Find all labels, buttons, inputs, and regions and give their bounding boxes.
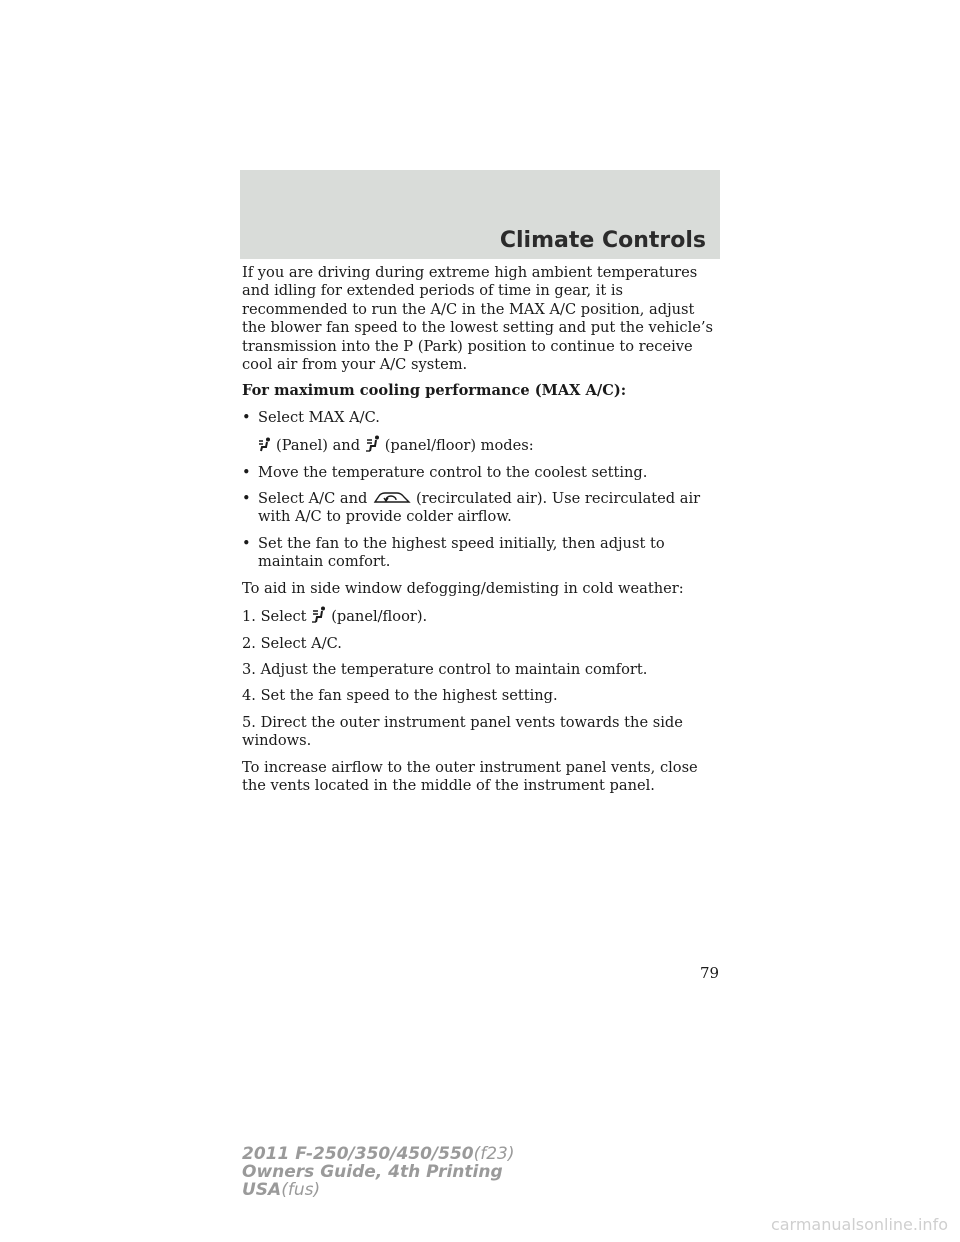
panel-mode-icon	[258, 437, 272, 453]
footer-line-3	[242, 1181, 515, 1199]
recirculated-air-icon	[372, 490, 412, 506]
page-content	[242, 264, 722, 803]
panel-floor-mode-icon	[365, 435, 381, 453]
watermark: carmanualsonline.info	[770, 1215, 948, 1234]
footer-line-1	[242, 1145, 515, 1163]
footer-market: USA	[242, 1180, 282, 1200]
document-footer	[242, 1145, 515, 1199]
step-2: 2. Select A/C.	[242, 634, 342, 652]
modes-floor-text: (panel/floor) modes:	[384, 437, 534, 455]
section-header-bar	[240, 170, 720, 259]
bullet-fan-speed	[242, 535, 722, 572]
panel-floor-mode-icon	[311, 606, 327, 624]
footer-code: (f23)	[473, 1144, 515, 1164]
max-cooling-heading: For maximum cooling performance (MAX A/C):	[242, 382, 627, 400]
step-1	[242, 606, 722, 626]
step-1-post: (panel/floor).	[331, 608, 428, 626]
modes-line	[242, 435, 722, 455]
section-title: Climate Controls	[499, 228, 706, 253]
bullet-dot: •	[242, 463, 251, 481]
bullet-dot: •	[242, 534, 251, 552]
step-1-pre: 1. Select	[242, 608, 307, 626]
intro-paragraph: If you are driving during extreme high ambient temperatures and idling for extended periods of time in gear, it is recommended to run the A/C in the MAX A/C position, adjust the blower fan speed to the lowest setting and put the vehicle’s transmission into the P (Park) position to continue to receive cool air from your A/C system.	[242, 264, 714, 374]
bullet-select-max-ac	[242, 409, 722, 427]
bullet-text: Move the temperature control to the coolest setting.	[258, 463, 648, 481]
bullet-text: Select MAX A/C.	[258, 408, 380, 426]
footer-model: 2011 F-250/350/450/550	[242, 1144, 474, 1164]
bullet-dot: •	[242, 490, 251, 508]
footer-market-code: (fus)	[281, 1180, 321, 1200]
step-3: 3. Adjust the temperature control to maintain comfort.	[242, 660, 648, 678]
bullet-temperature	[242, 464, 722, 482]
modes-panel-text: (Panel) and	[276, 437, 361, 455]
outro-paragraph: To increase airflow to the outer instrument panel vents, close the vents located in the middle of the instrument panel.	[242, 758, 698, 794]
defog-intro: To aid in side window defogging/demisting in cold weather:	[242, 579, 684, 597]
step-4: 4. Set the fan speed to the highest setting.	[242, 687, 558, 705]
bullet-text-post: (recirculated air). Use recirculated air with A/C to provide colder airflow.	[258, 490, 701, 526]
bullet-text: Set the fan to the highest speed initially, then adjust to maintain comfort.	[258, 534, 665, 571]
footer-line-2: Owners Guide, 4th Printing	[242, 1162, 503, 1182]
bullet-dot: •	[242, 408, 251, 426]
page-number: 79	[700, 964, 720, 982]
step-5: 5. Direct the outer instrument panel vents towards the side windows.	[242, 713, 683, 750]
bullet-recirculated-air	[242, 490, 722, 527]
bullet-text-pre: Select A/C and	[258, 490, 368, 508]
